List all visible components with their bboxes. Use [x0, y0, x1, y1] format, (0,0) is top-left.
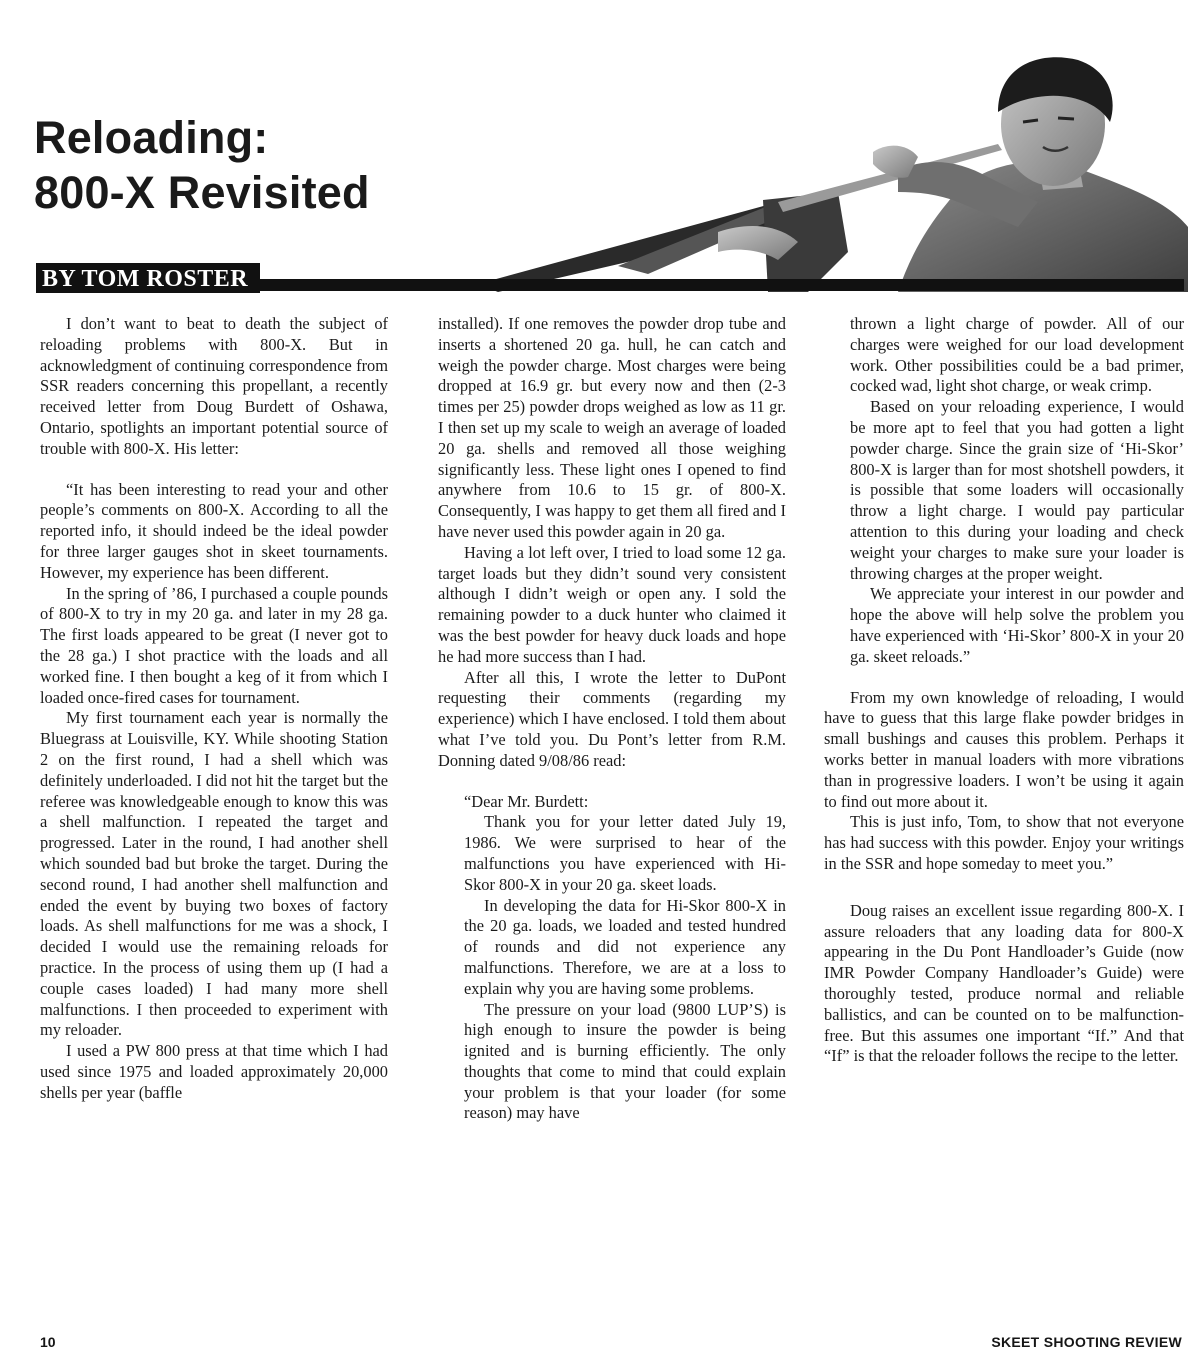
paragraph: I don’t want to beat to death the subject of reloading problems with 800-X. But in acknowledgment of continuing correspondence from SSR readers concerning this propellant, a recently received letter from Doug Burdett of Oshawa, Ontario, spotlights an important potential source of trouble with 800-X. His letter: [40, 314, 388, 458]
column-2 [438, 314, 786, 1124]
letter-paragraph: The pressure on your load (9800 LUP’S) is high enough to insure the powder is being ignited and is burning efficiently. The only thoughts that come to mind that could explain your problem is that your loader (for some reason) may have [464, 999, 786, 1123]
page-number: 10 [40, 1334, 56, 1350]
letter-paragraph: thrown a light charge of powder. All of our charges were weighed for our load development work. Other possibilities could be a bad primer, cocked wad, light shot charge, or weak crimp. [850, 314, 1184, 396]
paragraph: After all this, I wrote the letter to DuPont requesting their comments (regarding my experience) which I have enclosed. I told them about what I’ve told you. Du Pont’s letter from R.M. Donning dated 9/08/86 read: [438, 667, 786, 770]
paragraph: My first tournament each year is normally the Bluegrass at Louisville, KY. While shooting Station 2 on the first round, I had a shell which was definitely underloaded. I did not hit the target but the referee was knowledgeable enough to know this was a shell malfunction. I repeated the target and progressed. Later in the round, I had another shell which sounded bad but broke the target. During the second round, I had another shell malfunction and ended the event by buying two boxes of factory loads. As shell malfunctions for me was a shock, I decided I would use the remaining reloads for practice. In the process of using them up (I had a couple cases loaded) I had many more shell malfunctions. I then proceeded to experiment with my reloader. [40, 708, 388, 1040]
letter-paragraph: We appreciate your interest in our powder and hope the above will help solve the problem you have experienced with ‘Hi-Skor’ 800-X in your 20 ga. skeet reloads.” [850, 584, 1184, 666]
letter-paragraph: In developing the data for Hi-Skor 800-X in the 20 ga. loads, we loaded and tested hundred of rounds and did not experience any malfunctions. Therefore, we are at a loss to explain why you are having some problems. [464, 895, 786, 998]
running-footer: SKEET SHOOTING REVIEW [991, 1334, 1182, 1350]
byline: BY TOM ROSTER [36, 263, 260, 293]
author-photo [478, 52, 1188, 292]
paragraph: I used a PW 800 press at that time which I had used since 1975 and loaded approximately 20,000 shells per year (baffle [40, 1041, 388, 1102]
paragraph: “It has been interesting to read your and other people’s comments on 800-X. According to all the reported info, it should indeed be the ideal powder for three larger gauges shot in skeet tournaments. However, my experience has been different. [40, 479, 388, 582]
letter-paragraph: Thank you for your letter dated July 19, 1986. We were surprised to hear of the malfunctions you have experienced with Hi-Skor 800-X in your 20 ga. skeet loads. [464, 812, 786, 894]
column-3 [824, 314, 1184, 1067]
letter-salutation: “Dear Mr. Burdett: [464, 791, 589, 811]
letter-paragraph: Based on your reloading experience, I would be more apt to feel that you had gotten a light powder charge. Since the grain size of ‘Hi-Skor’ 800-X is larger than for most shotshell powders, it is possible that some loaders will occasionally throw a light charge. I would pay particular attention to this during your loading and check weight your charges to make sure your loader is throwing charges at the proper weight. [850, 397, 1184, 583]
paragraph: From my own knowledge of reloading, I would have to guess that this large flake powder bridges in small bushings and causes this problem. Perhaps it works better in manual loaders with more vibrations than in progressive loaders. I won’t be using it again to find out more about it. [824, 687, 1184, 811]
column-1 [40, 314, 388, 1103]
title-line-2: 800-X Revisited [34, 167, 370, 218]
paragraph: Having a lot left over, I tried to load some 12 ga. target loads but they didn’t sound very consistent although I didn’t weigh or open any. I sold the remaining powder to a duck hunter who claimed it was the best powder for heavy duck loads and hope he had more success than I had. [438, 542, 786, 666]
paragraph: installed). If one removes the powder drop tube and inserts a shortened 20 ga. hull, he can catch and weigh the powder charge. Most charges were being dropped at 16.9 gr. but every now and then (2-3 times per 25) powder drops weighed as low as 11 gr. I then set up my scale to weigh an average of loaded 20 ga. shells and removed all those weighing significantly less. These light ones I opened to find anywhere from 10.6 to 15 gr. of 800-X. Consequently, I was happy to get them all fired and I have never used this powder again in 20 ga. [438, 314, 786, 541]
paragraph: In the spring of ’86, I purchased a couple pounds of 800-X to try in my 20 ga. and later in my 28 ga. The first loads appeared to be great (I never got to the 28 ga.) I shot practice with the loads and all worked fine. I then bought a keg of it from which I loaded once-fired cases for tournament. [40, 583, 388, 707]
paragraph: Doug raises an excellent issue regarding 800-X. I assure reloaders that any loading data for 800-X appearing in the Du Pont Handloader’s Guide (now IMR Powder Company Handloader’s Guide) were thoroughly tested, produce normal and reliable ballistics, and can be counted on to be malfunction-free. But this assumes one important “If.” And that “If” is that the reloader follows the recipe to the letter. [824, 900, 1184, 1066]
paragraph: This is just info, Tom, to show that not everyone has had success with this powder. Enjoy your writings in the SSR and hope someday to meet you.” [824, 812, 1184, 873]
title-line-1: Reloading: [34, 112, 269, 163]
article-title [34, 110, 370, 220]
